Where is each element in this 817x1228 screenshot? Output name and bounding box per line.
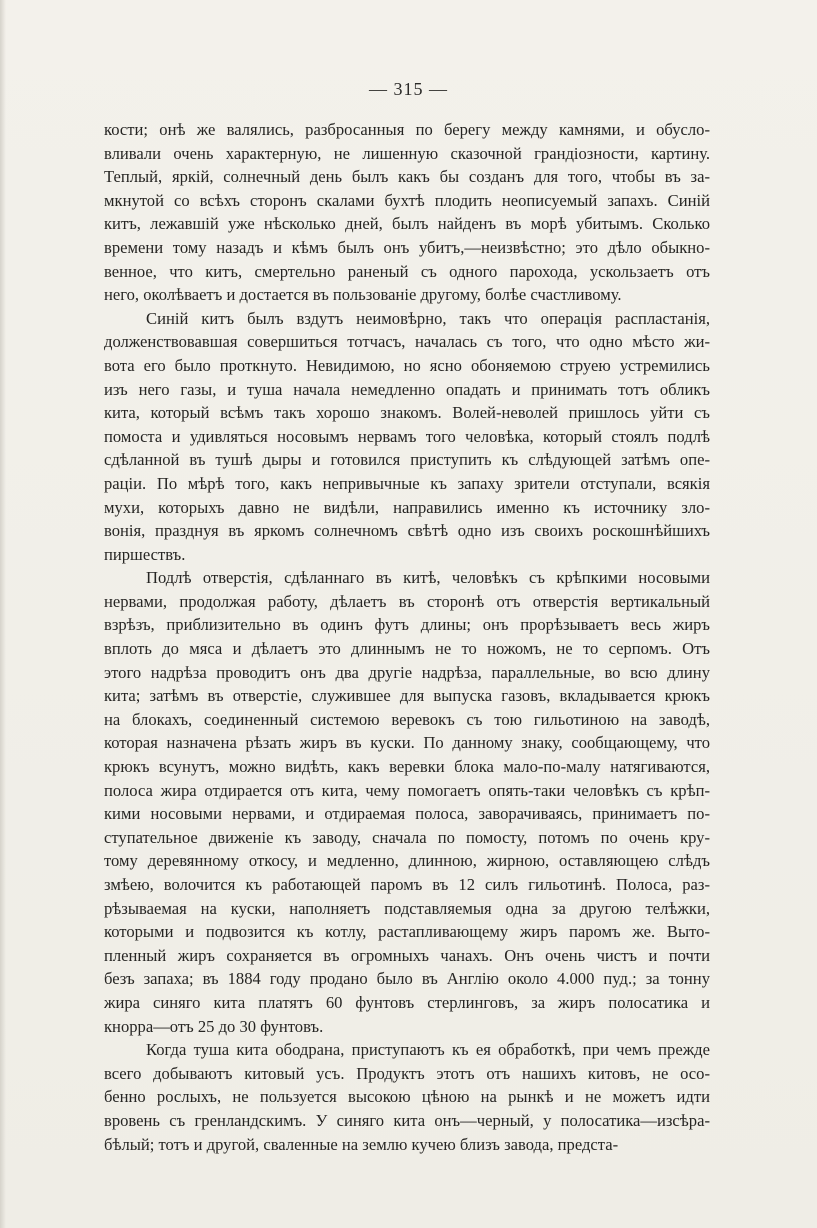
text-line: крюкъ всунутъ, можно видѣть, какъ веревки блока мало-по-малу натягиваются, [104,757,710,777]
text-line: мухи, которыхъ давно не видѣли, направились именно къ источнику зло- [104,497,710,517]
text-line: бѣлый; тотъ и другой, сваленные на землю кучею близъ завода, предста- [104,1134,619,1154]
text-line: этого надрѣза проводитъ онъ два другіе надрѣза, параллельные, во всю длину [104,662,710,682]
text-line: змѣею, волочится къ работающей паромъ въ 12 силъ гильотинѣ. Полоса, раз- [104,875,710,894]
text-line: раціи. По мѣрѣ того, какъ непривычные къ запаху зрители отступали, всякія [104,473,710,493]
text-line: вровень съ гренландскимъ. У синяго кита онъ—черный, у полосатика—изсѣра- [104,1110,710,1130]
text-line: безъ запаха; въ 1884 году продано было въ Англію около 4.000 пуд.; за тонну [104,969,710,989]
text-line: Синій китъ былъ вздутъ неимовѣрно, такъ что операція распластанія, [146,308,710,328]
text-line: венное, что китъ, смертельно раненый съ одного парохода, ускользаетъ отъ [104,261,710,281]
text-line: полоса жира отдирается отъ кита, чему помогаетъ опять-таки человѣкъ съ крѣп- [104,780,710,800]
page-number: — 315 — [369,79,448,99]
page-edge-shadow [0,0,6,1228]
text-line: мкнутой со всѣхъ сторонъ скалами бухтѣ плодить неописуемый запахъ. Синій [104,190,710,210]
text-line: изъ него газы, и туша начала немедленно опадать и принимать тотъ обликъ [104,379,710,399]
text-line: пленный жиръ сохраняется въ огромныхъ чанахъ. Онъ очень чистъ и почти [104,945,710,965]
text-line: взрѣзъ, приблизительно въ одинъ футъ длины; онъ прорѣзываетъ весь жиръ [104,615,710,635]
text-line: вплоть до мяса и дѣлаетъ это длиннымъ не то ножомъ, не то серпомъ. Отъ [104,639,710,659]
text-line: китъ, лежавшій уже нѣсколько дней, былъ найденъ въ морѣ убитымъ. Сколько [104,214,710,234]
text-line: ступательное движеніе къ заводу, сначала по помосту, потомъ по очень кру- [104,827,710,847]
text-line: нервами, продолжая работу, дѣлаетъ въ сторонѣ отъ отверстія вертикальный [104,591,710,611]
text-line: Теплый, яркій, солнечный день былъ какъ бы созданъ для того, чтобы въ за- [104,167,710,187]
text-line: Когда туша кита ободрана, приступаютъ къ ея обработкѣ, при чемъ прежде [146,1040,710,1060]
paragraph [104,118,710,307]
text-line: кости; онѣ же валялись, разбросанныя по берегу между камнями, и обусло- [104,120,710,139]
text-line: пиршествъ. [104,544,186,564]
text-line: него, околѣваетъ и достается въ пользованіе другому, болѣе счастливому. [104,285,622,305]
text-line: помоста и удивляться носовымъ нервамъ того человѣка, который стоялъ подлѣ [104,426,710,446]
text-line: бенно рослыхъ, не пользуется высокою цѣною на рынкѣ и не можетъ идти [104,1087,710,1107]
paragraph [104,307,710,567]
text-line: кими носовыми нервами, и отдираемая полоса, заворачиваясь, принимаетъ по- [104,804,710,824]
text-line: кита, который всѣмъ такъ хорошо знакомъ. Волей-неволей пришлось уйти съ [104,403,710,423]
text-line: рѣзываемая на куски, наполняетъ подставляемыя одна за другою телѣжки, [104,898,710,918]
text-line: всего добываютъ китовый усъ. Продуктъ этотъ отъ нашихъ китовъ, не осо- [104,1063,710,1083]
paragraph [104,566,710,1038]
text-line: вонія, празднуя въ яркомъ солнечномъ свѣтѣ одно изъ своихъ роскошнѣйшихъ [104,521,710,541]
text-line: сдѣланной въ тушѣ дыры и готовился приступить къ слѣдующей затѣмъ опе- [104,450,710,470]
body-text [104,118,710,1156]
text-line: Подлѣ отверстія, сдѣланнаго въ китѣ, человѣкъ съ крѣпкими носовыми [146,568,710,588]
text-line: долженствовавшая совершиться тотчасъ, началась съ того, что одно мѣсто жи- [104,332,710,352]
text-line: кнорра—отъ 25 до 30 фунтовъ. [104,1016,324,1036]
text-line: тому деревянному откосу, и медленно, длинною, жирною, оставляющею слѣдъ [104,851,710,871]
text-line: вота его было проткнуто. Невидимою, но ясно обоняемою струею устремились [104,355,710,375]
text-line: которая назначена рѣзать жиръ въ куски. По данному знаку, сообщающему, что [104,733,710,753]
text-line: вливали очень характерную, не лишенную сказочной грандіозности, картину. [104,143,710,163]
text-line: на блокахъ, соединенный системою веревокъ съ тою гильотиною на заводѣ, [104,709,710,729]
text-line: которыми и подвозится къ котлу, растапливающему жиръ паромъ же. Выто- [104,922,710,942]
text-line: кита; затѣмъ въ отверстіе, служившее для выпуска газовъ, вкладывается крюкъ [104,686,710,706]
text-line: времени тому назадъ и кѣмъ былъ онъ убитъ,—неизвѣстно; это дѣло обыкно- [104,237,710,257]
paragraph [104,1038,710,1156]
text-line: жира синяго кита платятъ 60 фунтовъ стерлинговъ, за жиръ полосатика и [104,992,710,1012]
